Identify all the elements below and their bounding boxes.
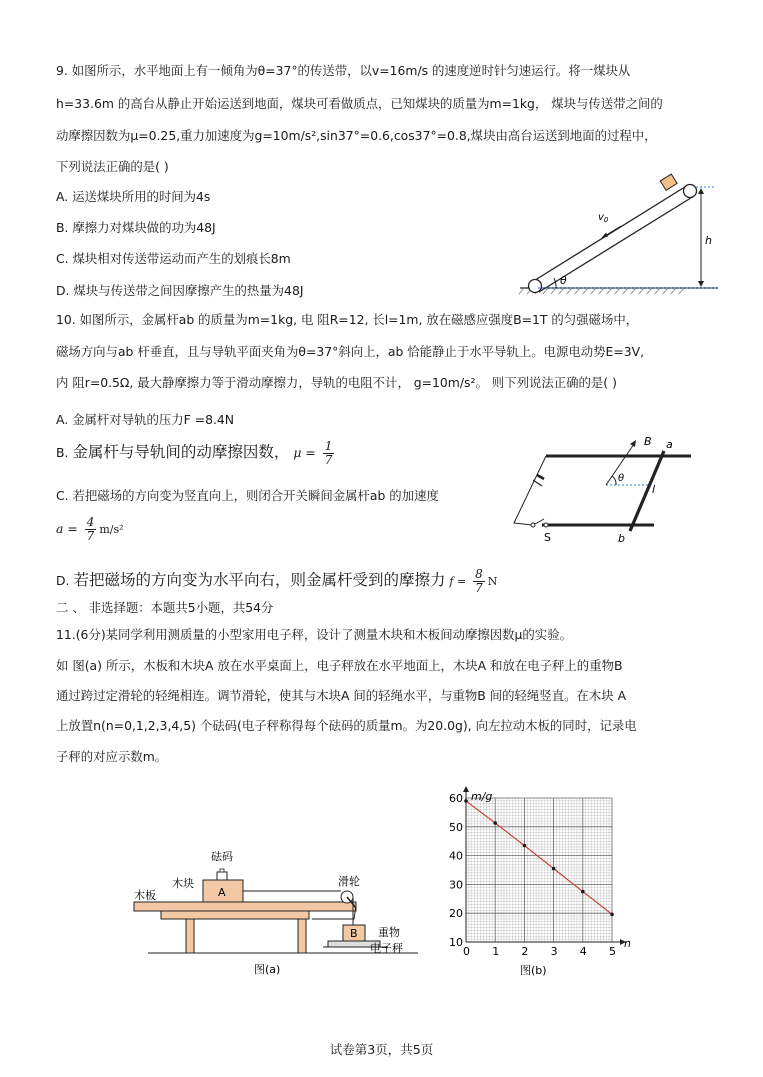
y-tick-label: 20: [449, 907, 463, 921]
y-tick-label: 40: [449, 849, 463, 863]
block-B-label: B: [350, 927, 358, 940]
fig-a-caption: 图(a): [254, 963, 281, 976]
l-label: l: [652, 483, 656, 496]
switch-contact-left: [531, 523, 535, 527]
q9-option-a: A. 运送煤块所用的时间为4s: [56, 189, 211, 204]
q9-option-c: C. 煤块相对传送带运动而产生的划痕长8m: [56, 251, 291, 266]
mass-vs-n-chart: [444, 786, 644, 982]
block-label: 木块: [172, 877, 194, 890]
lower-roller: [529, 280, 542, 293]
q9-stem-line4: 下列说法正确的是( ): [56, 159, 169, 174]
scale-label: 电子秤: [370, 942, 403, 955]
q9-option-d: D. 煤块与传送带之间因摩擦产生的热量为48J: [56, 283, 304, 298]
q10-option-d-label: D.: [56, 573, 70, 588]
q10-option-c: C. 若把磁场的方向变为竖直向上，则闭合开关瞬间金属杆ab 的加速度: [56, 488, 439, 503]
q10-option-c-fraction: $\frac{4}{7}$: [86, 515, 95, 543]
weight-knob: [220, 869, 224, 872]
mass-label: 重物: [378, 926, 400, 939]
chart-tick-labels: [449, 792, 616, 958]
upper-roller: [684, 185, 697, 198]
x-tick-label: 1: [492, 945, 500, 958]
q10-option-d-fraction: $\frac{8}{7}$: [475, 567, 483, 595]
table-leg-left: [186, 919, 194, 953]
theta-arc: [612, 476, 616, 485]
theta-label: θ: [560, 274, 567, 287]
q10-option-b-text: 金属杆与导轨间的动摩擦因数，: [72, 443, 290, 461]
q10-option-b-var: μ =: [293, 445, 316, 460]
q10-option-a: A. 金属杆对导轨的压力F =8.4N: [56, 412, 235, 427]
chart-axes: [463, 786, 626, 945]
battery-plate-long: [533, 480, 542, 486]
q10-option-b-label: B.: [56, 445, 69, 460]
belt-top: [532, 185, 688, 282]
switch-contact-right: [544, 523, 548, 527]
q9-stem-line2: h=33.6m 的高台从静止开始运送到地面，煤块可看做质点，已知煤块的质量为m=1kg， 煤块与传送带之间的: [56, 96, 663, 111]
q9-option-b: B. 摩擦力对煤块做的功为48J: [56, 220, 216, 235]
a-label: a: [666, 438, 673, 451]
apparatus-figure: [128, 845, 448, 980]
y-tick-label: 10: [449, 936, 463, 949]
fig-b-caption: 图(b): [520, 964, 547, 977]
page-footer: 试卷第3页，共5页: [329, 1042, 434, 1057]
q11-stem-line3: 通过跨过定滑轮的轻绳相连。调节滑轮，使其与木块A 间的轻绳水平，与重物B 间的轻绳竖直。在木块 A: [56, 688, 627, 703]
y-tick-label: 30: [449, 878, 463, 892]
v0-label: $v_0$: [598, 212, 609, 224]
h-label: h: [705, 234, 712, 247]
B-label: B: [644, 435, 652, 448]
coal-block: [660, 174, 677, 190]
switch-lever: [535, 519, 544, 524]
q10-option-c-formula: [56, 516, 124, 543]
q10-option-b: [56, 440, 337, 467]
y-axis-arrow: [463, 786, 469, 792]
y-tick-label: 50: [449, 820, 463, 834]
data-point: [552, 867, 556, 871]
q10-option-b-fraction: $\frac{1}{7}$: [324, 439, 333, 467]
board-label: 木板: [134, 889, 156, 902]
q9-stem-line3: 动摩擦因数为μ=0.25,重力加速度为g=10m/s²,sin37°=0.6,cos37°=0.8,煤块由高台运送到地面的过程中，: [56, 128, 657, 143]
table-leg-right: [298, 919, 306, 953]
section-heading: 二 、 非选择题：本题共5小题，共54分: [56, 600, 274, 615]
y-axis-label: m/g: [471, 790, 493, 803]
block-A-label: A: [218, 886, 226, 899]
wood-board: [134, 902, 356, 911]
x-axis-label: n: [624, 937, 631, 950]
q10-option-d-var: f =: [449, 575, 467, 588]
rod-ab: [630, 451, 664, 531]
q10-option-d-text: 若把磁场的方向变为水平向右，则金属杆受到的摩擦力: [73, 571, 446, 589]
q10-stem-line2: 磁场方向与ab 杆垂直，且与导轨平面夹角为θ=37°斜向上，ab 恰能静止于水平导轨上。电源电动势E=3V,: [56, 344, 645, 359]
data-point: [464, 799, 468, 803]
q10-option-c-var: a =: [56, 521, 78, 536]
chart-grid: [466, 798, 612, 942]
b-label: b: [618, 532, 625, 545]
table-top: [161, 911, 309, 919]
q10-stem-line1: 10. 如图所示，金属杆ab 的质量为m=1kg, 电 阻R=12, 长l=1m, 放在磁感应强度B=1T 的匀强磁场中，: [56, 312, 639, 327]
conveyor-belt-figure: [518, 170, 728, 295]
x-tick-label: 4: [579, 945, 587, 958]
data-point: [581, 890, 585, 894]
q9-stem-line1: 9. 如图所示，水平地面上有一倾角为θ=37°的传送带，以v=16m/s 的速度逆时针匀速运行。将一煤块从: [56, 63, 631, 78]
q11-stem-line4: 上放置n(n=0,1,2,3,4,5) 个砝码(电子秤称得每个砝码的质量m。为20.0g), 向左拉动木板的同时，记录电: [56, 718, 637, 733]
q10-option-d: [56, 568, 497, 595]
x-tick-label: 2: [521, 945, 529, 958]
data-point: [523, 844, 527, 848]
weight: [217, 872, 227, 880]
weights-label: 砝码: [211, 850, 233, 863]
x-tick-label: 5: [609, 945, 616, 958]
battery-plate-short: [537, 475, 544, 479]
S-label: S: [544, 531, 551, 544]
data-point: [610, 913, 614, 917]
q10-option-c-unit: m/s²: [99, 523, 124, 536]
x-tick-label: 0: [463, 945, 470, 958]
pulley-label: 滑轮: [338, 875, 360, 888]
theta-label: θ: [618, 473, 625, 484]
q10-option-d-unit: N: [487, 575, 498, 588]
q11-stem-line1: 11.(6分)某同学利用测质量的小型家用电子秤，设计了测量木块和木板间动摩擦因数μ的实验。: [56, 627, 572, 642]
rail-circuit-figure: [506, 430, 706, 548]
q11-stem-line5: 子秤的对应示数m。: [56, 749, 168, 764]
left-wire: [514, 456, 546, 525]
x-tick-label: 3: [550, 945, 558, 958]
q11-stem-line2: 如 图(a) 所示，木板和木块A 放在水平桌面上，电子秤放在水平地面上，木块A 和放在电子秤上的重物B: [56, 658, 623, 673]
q10-stem-line3: 内 阻r=0.5Ω, 最大静摩擦力等于滑动摩擦力，导轨的电阻不计， g=10m/s²。 则下列说法正确的是( ): [56, 375, 617, 390]
data-point: [493, 821, 497, 825]
y-tick-label: 60: [449, 792, 463, 805]
